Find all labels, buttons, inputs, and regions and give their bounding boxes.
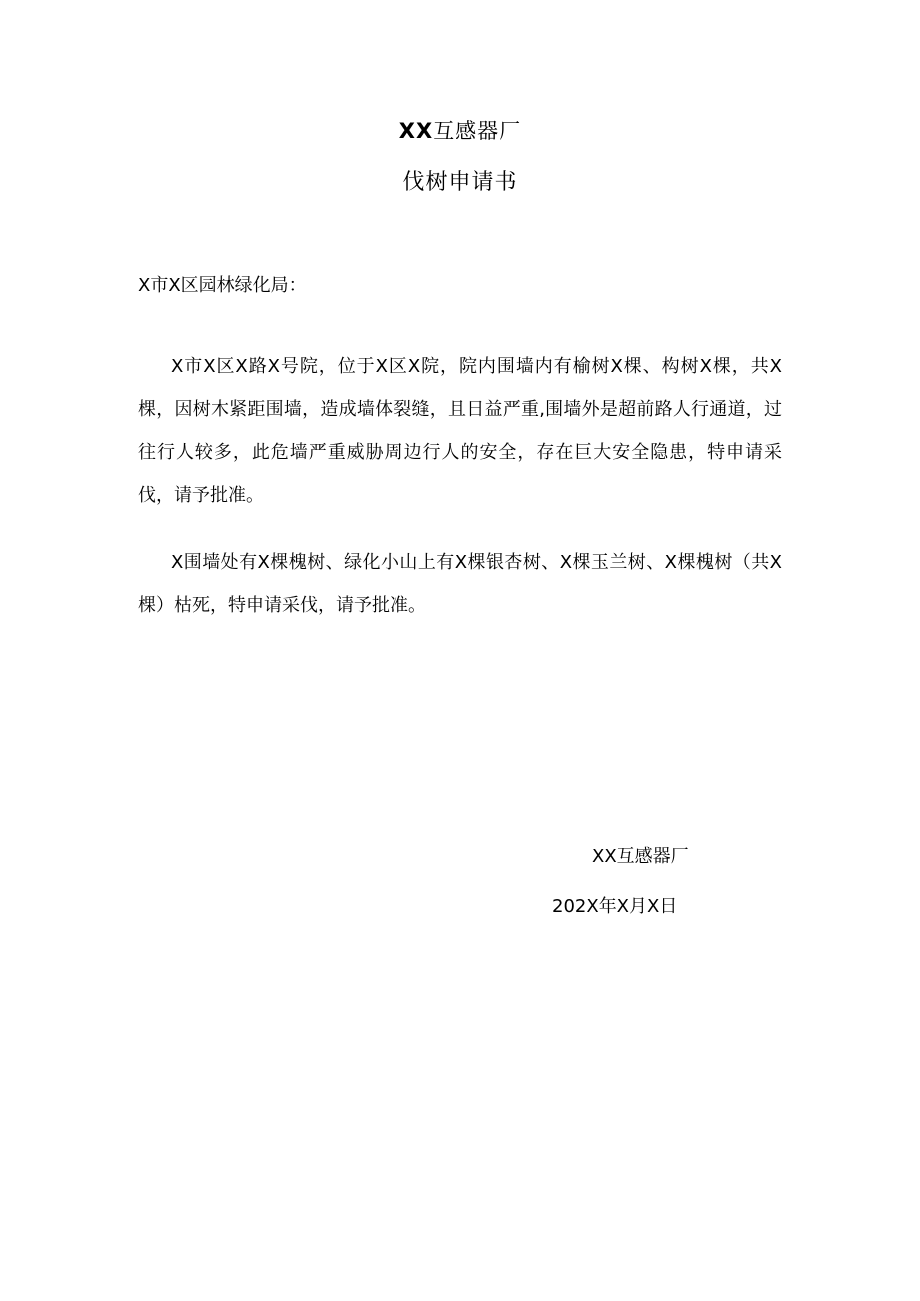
signature-date: 202X年X月X日 (552, 896, 678, 917)
document-title: 伐树申请书 (402, 170, 518, 195)
body-paragraph-1: X市X区X路X号院，位于X区X院，院内围墙内有榆树X棵、构树X棵，共X棵，因树木紧距围墙，造成墙体裂缝，且日益严重,围墙外是超前路人行通道，过往行人较多，此危墙严重威胁周边行人的安全，存在巨大安全隐患，特申请采伐，请予批准。 (138, 356, 782, 506)
company-title-prefix: XX (398, 119, 434, 143)
signature-company: XX互感器厂 (592, 846, 689, 867)
body-paragraph-2: X围墙处有X棵槐树、绿化小山上有X棵银杏树、X棵玉兰树、X棵槐树（共X棵）枯死，特申请采伐，请予批准。 (138, 552, 782, 616)
salutation: X市X区园林绿化局： (138, 275, 307, 296)
company-title (0, 116, 920, 146)
company-title-name: 互感器厂 (433, 119, 522, 143)
